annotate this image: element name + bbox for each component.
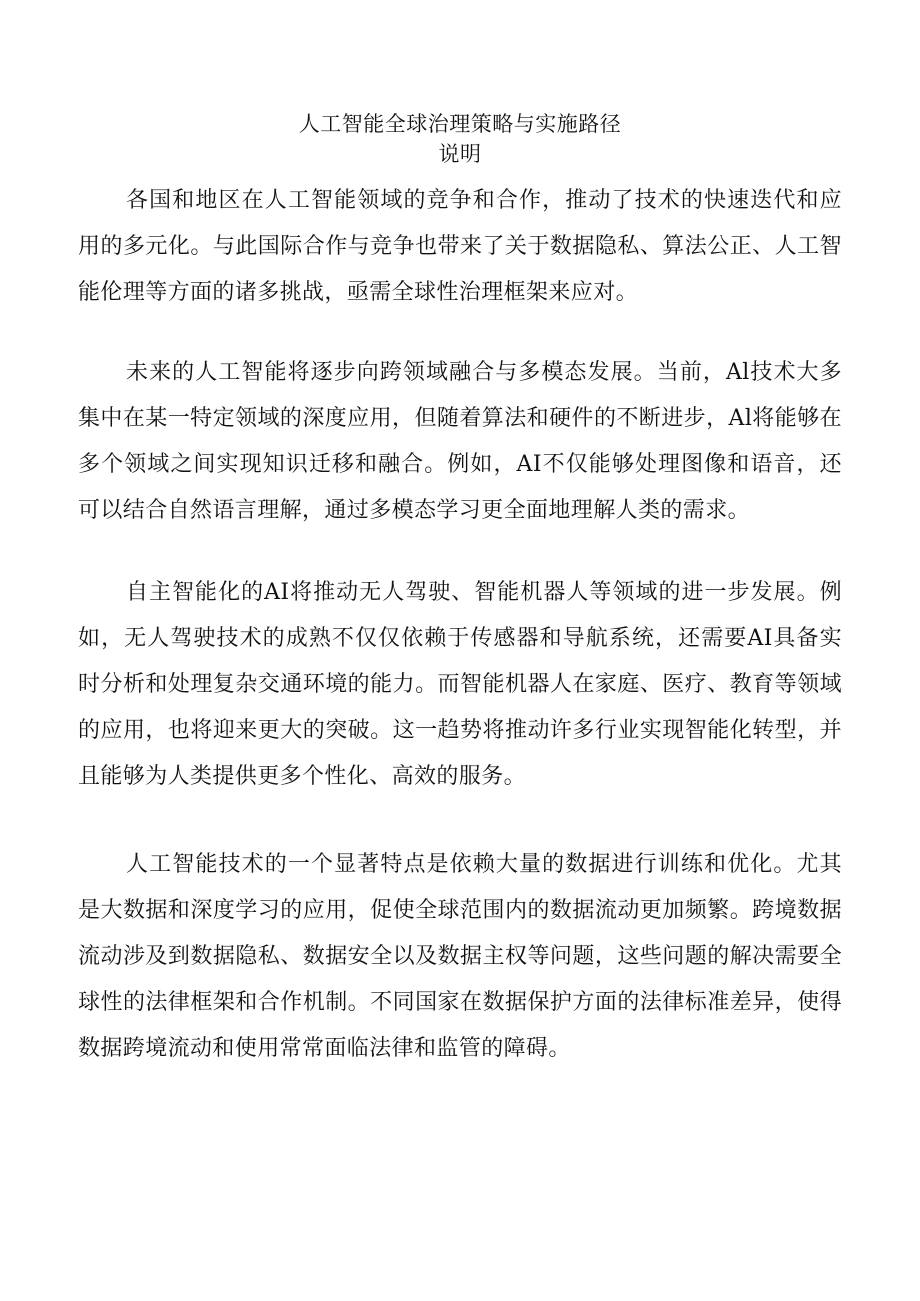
document-title: 人工智能全球治理策略与实施路径 [298, 112, 622, 136]
paragraph-4: 人工智能技术的一个显著特点是依赖大量的数据进行训练和优化。尤其是大数据和深度学习的应用，促使全球范围内的数据流动更加频繁。跨境数据流动涉及到数据隐私、数据安全以及数据主权等问题，这些问题的解决需要全球性的法律框架和合作机制。不同国家在数据保护方面的法律标准差异，使得数据跨境流动和使用常常面临法律和监管的障碍。 [78, 852, 842, 1061]
paragraph-1: 各国和地区在人工智能领域的竞争和合作，推动了技术的快速迭代和应用的多元化。与此国际合作与竞争也带来了关于数据隐私、算法公正、人工智能伦理等方面的诸多挑战，亟需全球性治理框架来应对。 [78, 188, 842, 305]
document-subtitle: 说明 [438, 142, 482, 166]
paragraph-3: 自主智能化的AI将推动无人驾驶、智能机器人等领域的进一步发展。例如，无人驾驶技术的成熟不仅仅依赖于传感器和导航系统，还需要AI具备实时分析和处理复杂交通环境的能力。而智能机器人在家庭、医疗、教育等领域的应用，也将迎来更大的突破。这一趋势将推动许多行业实现智能化转型，并且能够为人类提供更多个性化、高效的服务。 [78, 580, 842, 789]
paragraph-2: 未来的人工智能将逐步向跨领域融合与多模态发展。当前，Al技术大多集中在某一特定领域的深度应用，但随着算法和硬件的不断进步，Al将能够在多个领域之间实现知识迁移和融合。例如，AI不仅能够处理图像和语音，还可以结合自然语言理解，通过多模态学习更全面地理解人类的需求。 [78, 360, 842, 523]
